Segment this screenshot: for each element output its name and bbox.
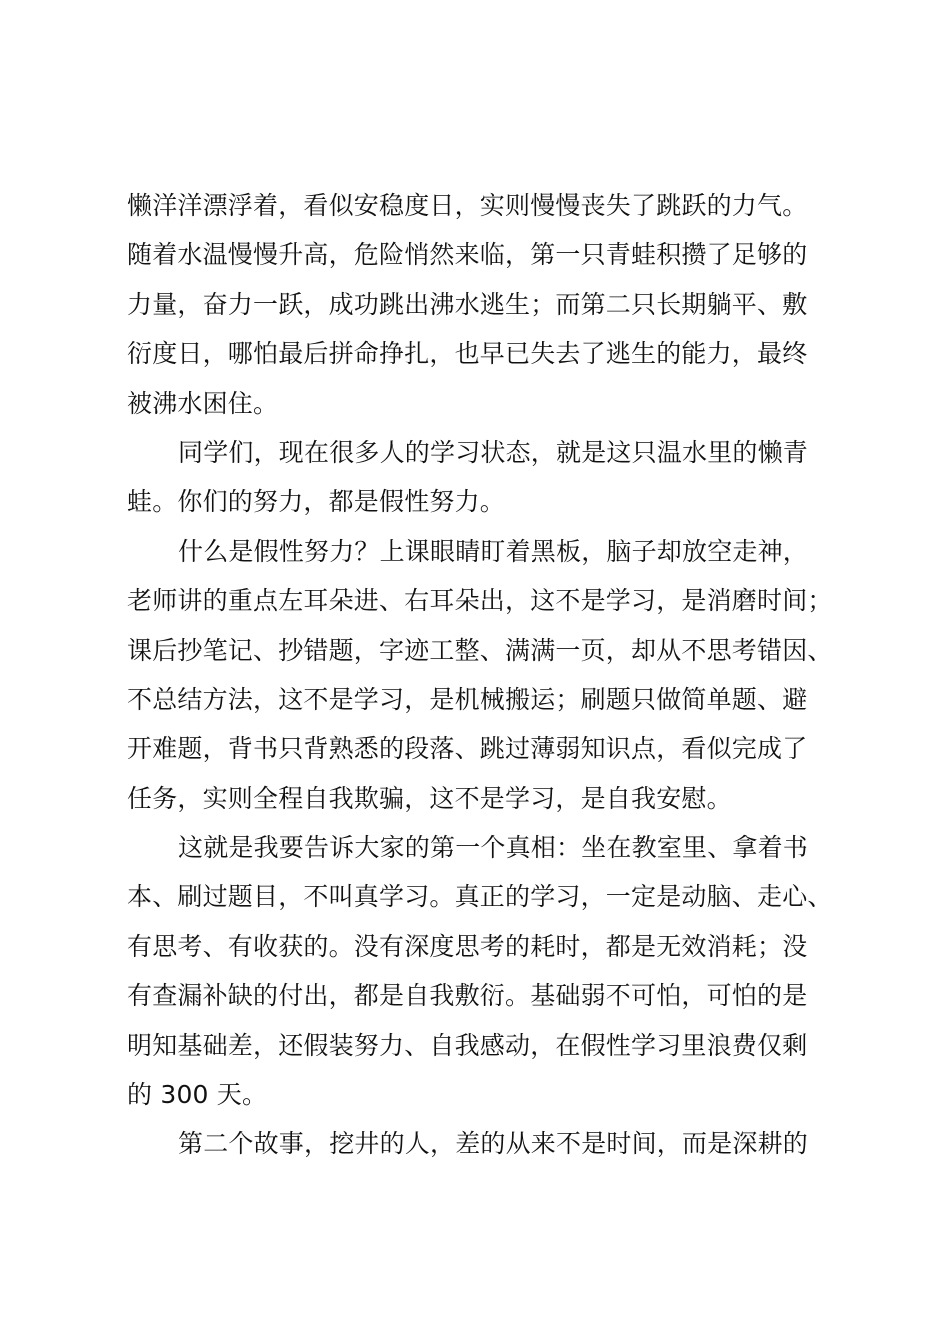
text-line: 随着水温慢慢升高，危险悄然来临，第一只青蛙积攒了足够的 (127, 240, 808, 270)
text-line: 被沸水困住。 (127, 388, 279, 418)
text-line: 有查漏补缺的付出，都是自我敷衍。基础弱不可怕，可怕的是 (127, 981, 808, 1011)
speech-text (127, 181, 833, 1169)
text-line: 同学们，现在很多人的学习状态，就是这只温水里的懒青 (178, 437, 809, 467)
paragraph-second-story (127, 1119, 833, 1168)
text-line: 蛙。你们的努力，都是假性努力。 (127, 487, 506, 517)
text-line: 开难题，背书只背熟悉的段落、跳过薄弱知识点，看似完成了 (127, 734, 808, 764)
text-line: 课后抄笔记、抄错题，字迹工整、满满一页，却从不思考错因、 (127, 635, 833, 665)
paragraph-lazy-frog (127, 428, 833, 527)
paragraph-false-effort (127, 527, 833, 823)
text-line: 本、刷过题目，不叫真学习。真正的学习，一定是动脑、走心、 (127, 882, 833, 912)
text-line: 的 300 天。 (127, 1080, 268, 1110)
text-line: 力量，奋力一跃，成功跳出沸水逃生；而第二只长期躺平、敷 (127, 289, 808, 319)
text-line: 老师讲的重点左耳朵进、右耳朵出，这不是学习，是消磨时间； (127, 586, 833, 616)
text-line: 不总结方法，这不是学习，是机械搬运；刷题只做简单题、避 (127, 684, 808, 714)
text-line: 这就是我要告诉大家的第一个真相：坐在教室里、拿着书 (178, 833, 809, 863)
paragraph-first-truth (127, 823, 833, 1119)
text-line: 什么是假性努力？上课眼睛盯着黑板，脑子却放空走神， (178, 536, 809, 566)
text-line: 第二个故事，挖井的人，差的从来不是时间，而是深耕的 (178, 1129, 809, 1159)
text-line: 任务，实则全程自我欺骗，这不是学习，是自我安慰。 (127, 783, 732, 813)
paragraph-frog-story-end (127, 181, 833, 428)
text-line: 衍度日，哪怕最后拼命挣扎，也早已失去了逃生的能力，最终 (127, 339, 808, 369)
text-line: 有思考、有收获的。没有深度思考的耗时，都是无效消耗；没 (127, 931, 808, 961)
text-line: 明知基础差，还假装努力、自我感动，在假性学习里浪费仅剩 (127, 1030, 808, 1060)
text-line: 懒洋洋漂浮着，看似安稳度日，实则慢慢丧失了跳跃的力气。 (127, 191, 808, 220)
